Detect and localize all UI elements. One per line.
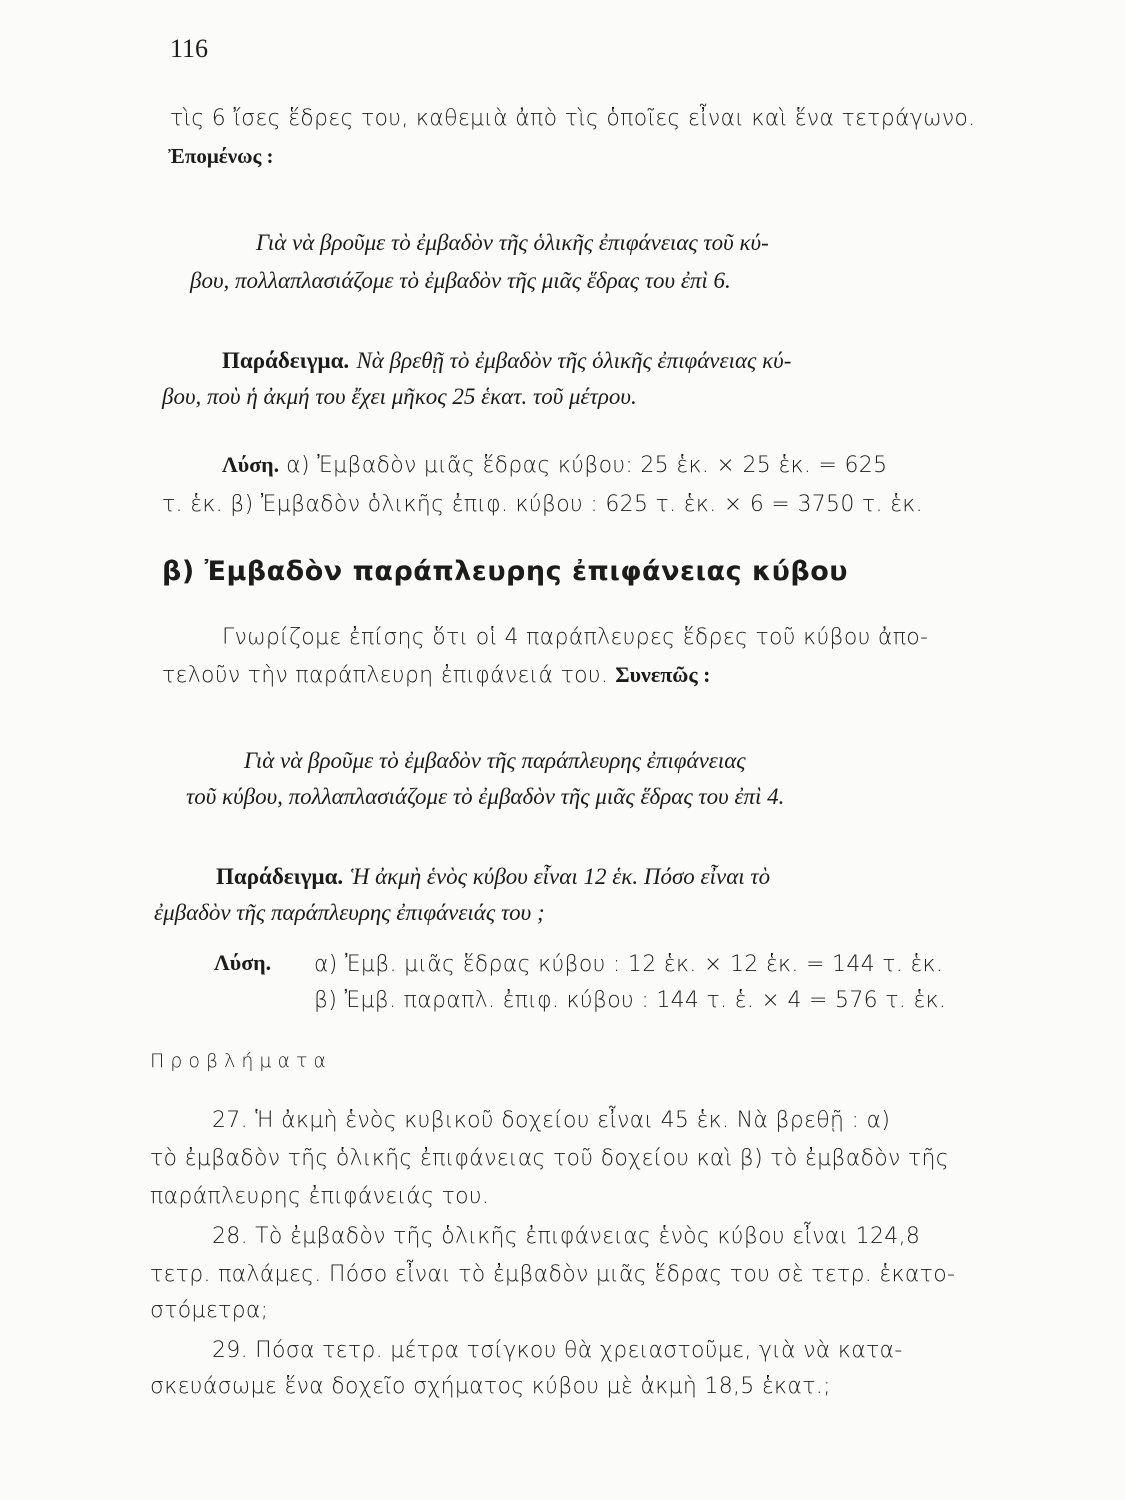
- solution1-label: Λύση.: [222, 452, 280, 477]
- rule1-line-1: Γιὰ νὰ βροῦμε τὸ ἐμβαδὸν τῆς ὁλικῆς ἐπιφάνειας τοῦ κύ-: [256, 230, 769, 255]
- problem-27-line-2: τὸ ἐμβαδὸν τῆς ὁλικῆς ἐπιφάνειας τοῦ δοχείου καὶ β) τὸ ἐμβαδὸν τῆς: [150, 1146, 949, 1171]
- solution2-label: Λύση.: [214, 950, 272, 975]
- section-intro-line-1: Γνωρίζομε ἐπίσης ὅτι οἱ 4 παράπλευρες ἕδρες τοῦ κύβου ἀπο-: [222, 625, 929, 650]
- example1-label: Παράδειγμα.: [222, 348, 350, 373]
- intro-line-1: τὶς 6 ἴσες ἕδρες του, καθεμιὰ ἀπὸ τὶς ὁποῖες εἶναι καὶ ἕνα τετράγωνο.: [170, 106, 976, 131]
- problem-28-line-3: στόμετρα;: [150, 1298, 269, 1323]
- rule2-line-1: Γιὰ νὰ βροῦμε τὸ ἐμβαδὸν τῆς παράπλευρης ἐπιφάνειας: [244, 748, 746, 773]
- example2-line-2: ἐμβαδὸν τῆς παράπλευρης ἐπιφάνειάς του ;: [154, 900, 545, 925]
- section-heading: β) Ἐμβαδὸν παράπλευρης ἐπιφάνειας κύβου: [162, 556, 849, 587]
- problems-heading: Προβλήματα: [150, 1050, 332, 1072]
- therefore-label: Συνεπῶς :: [615, 662, 711, 687]
- solution1-line-1: [222, 452, 887, 478]
- section-intro-text-2: τελοῦν τὴν παράπλευρη ἐπιφάνειά του.: [162, 663, 609, 688]
- problem-27-line-3: παράπλευρης ἐπιφάνειάς του.: [150, 1184, 490, 1209]
- solution2-line-1: α) Ἐμβ. μιᾶς ἕδρας κύβου : 12 ἑκ. × 12 ἑκ. = 144 τ. ἑκ.: [314, 952, 944, 977]
- solution2-line-2: β) Ἐμβ. παραπλ. ἐπιφ. κύβου : 144 τ. ἑ. × 4 = 576 τ. ἑκ.: [314, 988, 947, 1013]
- problem-29-line-2: σκευάσωμε ἕνα δοχεῖο σχήματος κύβου μὲ ἀκμὴ 18,5 ἑκατ.;: [150, 1374, 831, 1399]
- example1-line-1: [222, 348, 791, 374]
- problem-28-line-1: 28. Τὸ ἐμβαδὸν τῆς ὁλικῆς ἐπιφάνειας ἑνὸς κύβου εἶναι 124,8: [212, 1224, 921, 1249]
- consequently-label: Ἐπομένως :: [168, 144, 274, 168]
- section-intro-line-2: [162, 662, 710, 688]
- problem-29-line-1: 29. Πόσα τετρ. μέτρα τσίγκου θὰ χρειαστοῦμε, γιὰ νὰ κατα-: [212, 1338, 903, 1363]
- example2-line-1: [216, 864, 770, 890]
- example1-text-1: Νὰ βρεθῇ τὸ ἐμβαδὸν τῆς ὁλικῆς ἐπιφάνειας κύ-: [356, 348, 792, 373]
- page-number: 116: [170, 34, 209, 63]
- solution1-line-2: τ. ἑκ. β) Ἐμβαδὸν ὁλικῆς ἐπιφ. κύβου : 625 τ. ἑκ. × 6 = 3750 τ. ἑκ.: [162, 492, 923, 517]
- rule2-line-2: τοῦ κύβου, πολλαπλασιάζομε τὸ ἐμβαδὸν τῆς μιᾶς ἕδρας του ἐπὶ 4.: [186, 784, 785, 809]
- rule1-line-2: βου, πολλαπλασιάζομε τὸ ἐμβαδὸν τῆς μιᾶς ἕδρας του ἐπὶ 6.: [190, 268, 731, 293]
- problem-28-line-2: τετρ. παλάμες. Πόσο εἶναι τὸ ἐμβαδὸν μιᾶς ἕδρας του σὲ τετρ. ἑκατο-: [150, 1262, 956, 1287]
- problem-27-line-1: 27. Ἡ ἀκμὴ ἑνὸς κυβικοῦ δοχείου εἶναι 45 ἑκ. Νὰ βρεθῇ : α): [212, 1108, 891, 1133]
- solution1-text-1: α) Ἐμβαδὸν μιᾶς ἕδρας κύβου: 25 ἑκ. × 25 ἑκ. = 625: [286, 453, 888, 478]
- example1-line-2: βου, ποὺ ἡ ἀκμή του ἔχει μῆκος 25 ἑκατ. τοῦ μέτρου.: [162, 384, 637, 409]
- example2-text-1: Ἡ ἀκμὴ ἑνὸς κύβου εἶναι 12 ἑκ. Πόσο εἶναι τὸ: [350, 864, 771, 889]
- example2-label: Παράδειγμα.: [216, 864, 344, 889]
